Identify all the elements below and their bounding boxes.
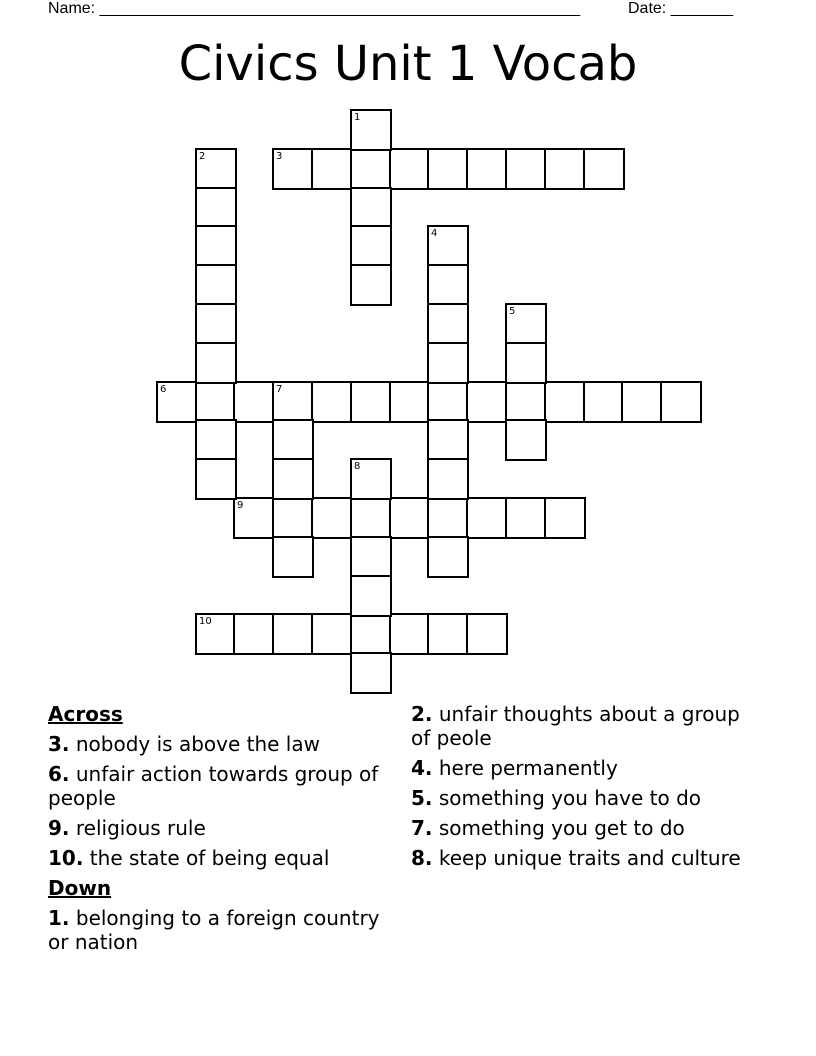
clue-down-1: [48, 906, 393, 954]
grid-cell[interactable]: [427, 419, 469, 461]
clue-number: 5.: [411, 786, 433, 810]
clue-number: 9.: [48, 816, 70, 840]
clue-text: something you get to do: [438, 816, 685, 840]
grid-cell[interactable]: [195, 148, 237, 190]
clue-across-6: [48, 762, 393, 810]
grid-cell[interactable]: [583, 148, 625, 190]
grid-cell[interactable]: [466, 148, 508, 190]
grid-cell[interactable]: [505, 303, 547, 345]
clues-right-column: [411, 702, 756, 876]
grid-cell[interactable]: [233, 613, 275, 655]
grid-cell[interactable]: [272, 536, 314, 578]
grid-cell[interactable]: [427, 303, 469, 345]
grid-cell[interactable]: [195, 613, 237, 655]
grid-cell[interactable]: [272, 458, 314, 500]
grid-cell[interactable]: [272, 613, 314, 655]
grid-cell[interactable]: [389, 381, 431, 423]
grid-cell[interactable]: [195, 342, 237, 384]
grid-cell[interactable]: [544, 148, 586, 190]
clue-down-7: [411, 816, 756, 840]
cell-number: 7: [276, 384, 283, 395]
grid-cell[interactable]: [427, 342, 469, 384]
grid-cell[interactable]: [350, 264, 392, 306]
clue-text: nobody is above the law: [75, 732, 320, 756]
grid-cell[interactable]: [195, 419, 237, 461]
clue-text: keep unique traits and culture: [438, 846, 741, 870]
clue-across-9: [48, 816, 393, 840]
grid-cell[interactable]: [466, 381, 508, 423]
grid-cell[interactable]: [195, 458, 237, 500]
across-heading: Across: [48, 702, 123, 726]
grid-cell[interactable]: [272, 497, 314, 539]
clue-text: something you have to do: [438, 786, 702, 810]
grid-cell[interactable]: [311, 613, 353, 655]
grid-cell[interactable]: [311, 148, 353, 190]
grid-cell[interactable]: [427, 497, 469, 539]
grid-cell[interactable]: [350, 381, 392, 423]
clue-number: 10.: [48, 846, 84, 870]
grid-cell[interactable]: [505, 497, 547, 539]
cell-number: 5: [509, 306, 516, 317]
cell-number: 9: [237, 500, 244, 511]
grid-cell[interactable]: [350, 109, 392, 151]
clue-number: 4.: [411, 756, 433, 780]
grid-cell[interactable]: [350, 458, 392, 500]
grid-cell[interactable]: [544, 497, 586, 539]
grid-cell[interactable]: [350, 652, 392, 694]
clue-number: 1.: [48, 906, 70, 930]
clue-across-10: [48, 846, 393, 870]
grid-cell[interactable]: [466, 613, 508, 655]
grid-cell[interactable]: [272, 381, 314, 423]
down-heading: Down: [48, 876, 112, 900]
page-title: Civics Unit 1 Vocab: [178, 36, 638, 92]
grid-cell[interactable]: [350, 148, 392, 190]
cell-number: 10: [199, 616, 212, 627]
grid-cell[interactable]: [350, 497, 392, 539]
date-field: Date: _______: [628, 0, 733, 17]
grid-cell[interactable]: [505, 148, 547, 190]
cell-number: 3: [276, 151, 283, 162]
grid-cell[interactable]: [195, 381, 237, 423]
clue-text: unfair action towards group of people: [48, 762, 379, 810]
clue-number: 2.: [411, 702, 433, 726]
grid-cell[interactable]: [427, 536, 469, 578]
grid-cell[interactable]: [389, 148, 431, 190]
grid-cell[interactable]: [583, 381, 625, 423]
grid-cell[interactable]: [427, 264, 469, 306]
grid-cell[interactable]: [195, 303, 237, 345]
clue-down-2: [411, 702, 756, 750]
grid-cell[interactable]: [389, 497, 431, 539]
grid-cell[interactable]: [195, 225, 237, 267]
grid-cell[interactable]: [272, 419, 314, 461]
grid-cell[interactable]: [660, 381, 702, 423]
grid-cell[interactable]: [350, 613, 392, 655]
grid-cell[interactable]: [427, 225, 469, 267]
clue-down-4: [411, 756, 756, 780]
grid-cell[interactable]: [427, 381, 469, 423]
grid-cell[interactable]: [311, 381, 353, 423]
grid-cell[interactable]: [505, 342, 547, 384]
clue-down-8: [411, 846, 756, 870]
cell-number: 1: [354, 112, 361, 123]
grid-cell[interactable]: [466, 497, 508, 539]
grid-cell[interactable]: [427, 613, 469, 655]
grid-cell[interactable]: [233, 497, 275, 539]
clue-text: belonging to a foreign country or nation: [48, 906, 380, 954]
grid-cell[interactable]: [350, 575, 392, 617]
grid-cell[interactable]: [427, 148, 469, 190]
grid-cell[interactable]: [544, 381, 586, 423]
grid-cell[interactable]: [427, 458, 469, 500]
clue-text: here permanently: [438, 756, 618, 780]
grid-cell[interactable]: [156, 381, 198, 423]
grid-cell[interactable]: [233, 381, 275, 423]
cell-number: 4: [431, 228, 438, 239]
grid-cell[interactable]: [272, 148, 314, 190]
clue-text: the state of being equal: [89, 846, 330, 870]
clue-number: 6.: [48, 762, 70, 786]
name-field: Name: ______________________________________________________: [48, 0, 581, 17]
grid-cell[interactable]: [505, 381, 547, 423]
cell-number: 2: [199, 151, 206, 162]
clue-across-3: [48, 732, 393, 756]
clue-text: religious rule: [75, 816, 206, 840]
clue-down-5: [411, 786, 756, 810]
grid-cell[interactable]: [350, 187, 392, 229]
grid-cell[interactable]: [311, 497, 353, 539]
grid-cell[interactable]: [621, 381, 663, 423]
clue-text: unfair thoughts about a group of peole: [411, 702, 740, 750]
cell-number: 8: [354, 461, 361, 472]
cell-number: 6: [160, 384, 167, 395]
clue-number: 8.: [411, 846, 433, 870]
grid-cell[interactable]: [505, 419, 547, 461]
clues-left-column: [48, 702, 393, 960]
grid-cell[interactable]: [195, 264, 237, 306]
clue-number: 3.: [48, 732, 70, 756]
grid-cell[interactable]: [350, 225, 392, 267]
clue-number: 7.: [411, 816, 433, 840]
grid-cell[interactable]: [350, 536, 392, 578]
grid-cell[interactable]: [389, 613, 431, 655]
grid-cell[interactable]: [195, 187, 237, 229]
